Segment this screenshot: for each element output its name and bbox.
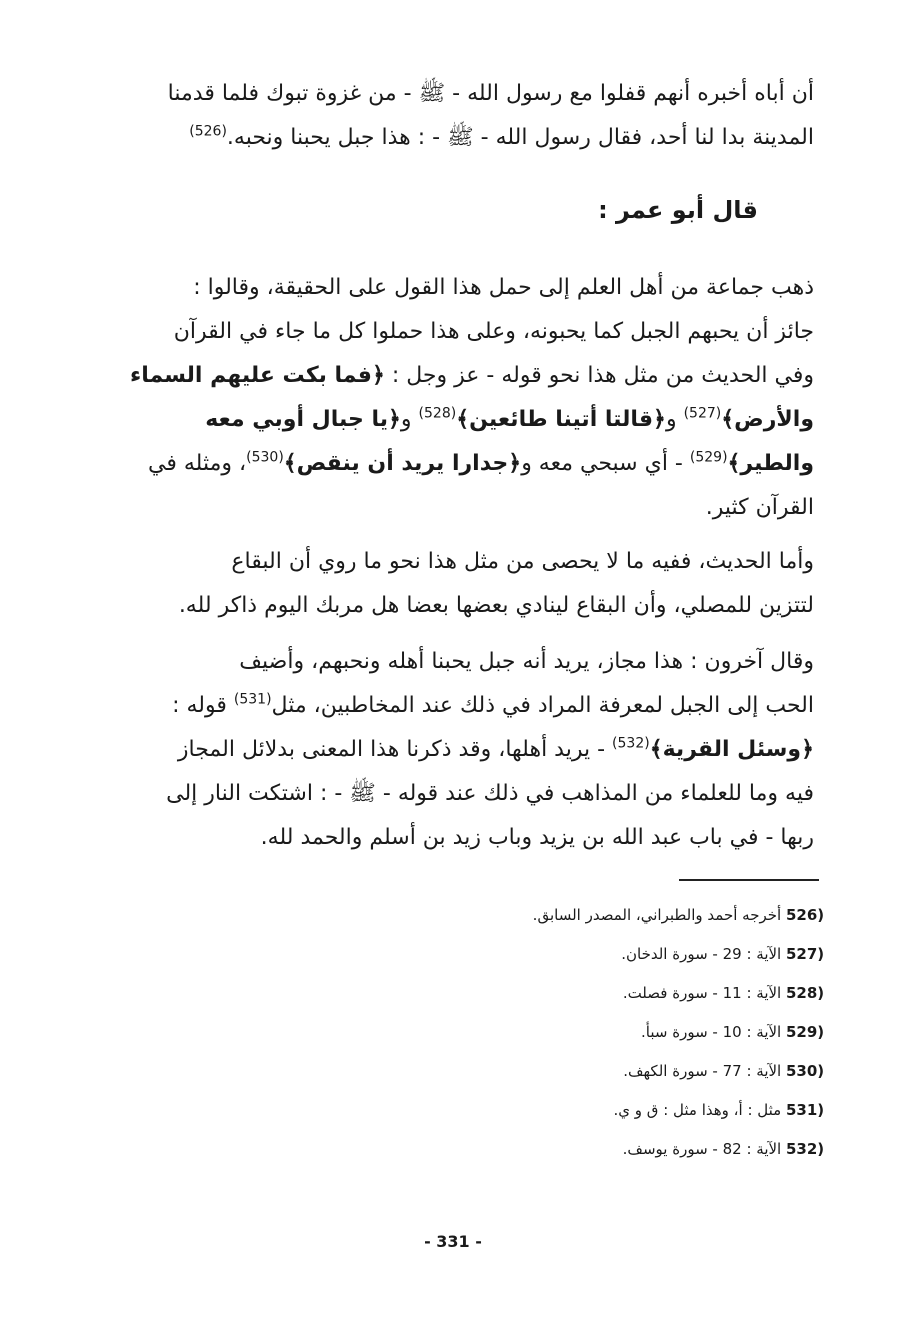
paragraph-2-line-4 xyxy=(90,398,814,442)
paragraph-1 xyxy=(90,72,814,160)
footnote-ref-531: (531) xyxy=(233,691,272,708)
footnote-531 xyxy=(324,1091,824,1130)
paragraph-2-line-3-text: وفي الحديث من مثل هذا نحو قوله - عز وجل : xyxy=(384,363,814,388)
footnote-529 xyxy=(324,1013,824,1052)
footnotes-list xyxy=(324,896,824,1169)
footnote-number: 526) xyxy=(786,906,825,924)
footnote-ref-528: (528) xyxy=(418,405,457,422)
paragraph-2-line-3 xyxy=(90,354,814,398)
paragraph-4-line-1: وقال آخرون : هذا مجاز، يريد أنه جبل يحبنا أهله ونحبهم، وأضيف xyxy=(239,649,814,674)
paragraph-4-line-3 xyxy=(90,728,814,772)
paragraph-4-line-2-text: الحب إلى الجبل لمعرفة المراد في ذلك عند المخاطبين، مثل xyxy=(271,693,814,718)
paragraph-1-line-2 xyxy=(90,116,814,160)
quran-quote-dukhan-end: والأرض﴾ xyxy=(721,407,814,432)
section-heading: قال أبو عمر : xyxy=(598,196,758,224)
footnote-number: 532) xyxy=(786,1140,825,1158)
footnote-526 xyxy=(324,896,824,935)
paragraph-3-line-2: لتتزين للمصلي، وأن البقاع لينادي بعضها بعضا هل مربك اليوم ذاكر لله. xyxy=(178,593,814,618)
footnote-number: 528) xyxy=(786,984,825,1002)
paragraph-2-line-5-mid: - أي سبحي معه و xyxy=(521,451,690,476)
footnote-528 xyxy=(324,974,824,1013)
footnote-text: الآية : 11 - سورة فصلت. xyxy=(622,984,782,1002)
footnote-text: أخرجه أحمد والطبراني، المصدر السابق. xyxy=(532,906,782,924)
paragraph-1-line-1: أن أباه أخبره أنهم قفلوا مع رسول الله - ﷺ - من غزوة تبوك فلما قدمنا xyxy=(167,81,814,106)
footnote-ref-530: (530) xyxy=(246,449,284,466)
paragraph-4 xyxy=(90,640,814,860)
footnote-number: 527) xyxy=(786,945,825,963)
footnote-text: الآية : 77 - سورة الكهف. xyxy=(623,1062,782,1080)
footnote-separator xyxy=(679,879,819,881)
paragraph-1-line-2-text: المدينة بدا لنا أحد، فقال رسول الله - ﷺ - : هذا جبل يحبنا ونحبه. xyxy=(226,125,814,150)
paragraph-2-line-5 xyxy=(90,442,814,486)
footnote-530 xyxy=(324,1052,824,1091)
paragraph-3-line-1: وأما الحديث، ففيه ما لا يحصى من مثل هذا نحو ما روي أن البقاع xyxy=(231,549,814,574)
paragraph-4-line-5: ربها - في باب عبد الله بن يزيد وباب زيد بن أسلم والحمد لله. xyxy=(260,825,814,850)
quran-quote-saba-end: والطير﴾ xyxy=(727,451,814,476)
paragraph-4-line-2 xyxy=(90,684,814,728)
paragraph-4-line-4: فيه وما للعلماء من المذاهب في ذلك عند قوله - ﷺ - : اشتكت النار إلى xyxy=(166,781,814,806)
footnote-532 xyxy=(324,1130,824,1169)
footnote-number: 529) xyxy=(786,1023,825,1041)
quran-quote-saba: ﴿يا جبال أوبي معه xyxy=(205,407,401,432)
footnote-ref-532: (532) xyxy=(612,735,650,752)
quran-quote-dukhan: ﴿فما بكت عليهم السماء xyxy=(130,363,385,388)
footnote-text: الآية : 10 - سورة سبأ. xyxy=(641,1023,782,1041)
footnote-number: 530) xyxy=(786,1062,825,1080)
footnote-text: الآية : 29 - سورة الدخان. xyxy=(621,945,782,963)
footnote-ref-527: (527) xyxy=(683,405,722,422)
quran-quote-yusuf: ﴿وسئل القرية﴾ xyxy=(649,737,814,762)
paragraph-4-line-3-text: - يريد أهلها، وقد ذكرنا هذا المعنى بدلائل المجاز xyxy=(177,737,613,762)
footnote-527 xyxy=(324,935,824,974)
footnote-number: 531) xyxy=(786,1101,825,1119)
page-number: - 331 - xyxy=(424,1232,482,1251)
paragraph-4-line-2-end: قوله : xyxy=(172,693,234,718)
conjunction-2: و xyxy=(400,407,419,432)
footnote-ref-526: (526) xyxy=(189,123,227,140)
quran-quote-kahf: ﴿جدارا يريد أن ينقص﴾ xyxy=(283,451,522,476)
quran-quote-fussilat: ﴿قالتا أتينا طائعين﴾ xyxy=(456,407,666,432)
footnote-text: مثل : أ، وهذا مثل : ق و ي. xyxy=(613,1101,782,1119)
footnote-text: الآية : 82 - سورة يوسف. xyxy=(622,1140,782,1158)
paragraph-2-line-2: جائز أن يحبهم الجبل كما يحبونه، وعلى هذا حملوا كل ما جاء في القرآن xyxy=(173,319,814,344)
paragraph-2-line-6: القرآن كثير. xyxy=(705,495,814,520)
paragraph-2 xyxy=(90,266,814,530)
paragraph-3 xyxy=(90,540,814,628)
paragraph-2-line-5-end: ، ومثله في xyxy=(148,451,247,476)
footnote-ref-529: (529) xyxy=(689,449,728,466)
conjunction-1: و xyxy=(665,407,684,432)
paragraph-2-line-1: ذهب جماعة من أهل العلم إلى حمل هذا القول على الحقيقة، وقالوا : xyxy=(193,275,814,300)
